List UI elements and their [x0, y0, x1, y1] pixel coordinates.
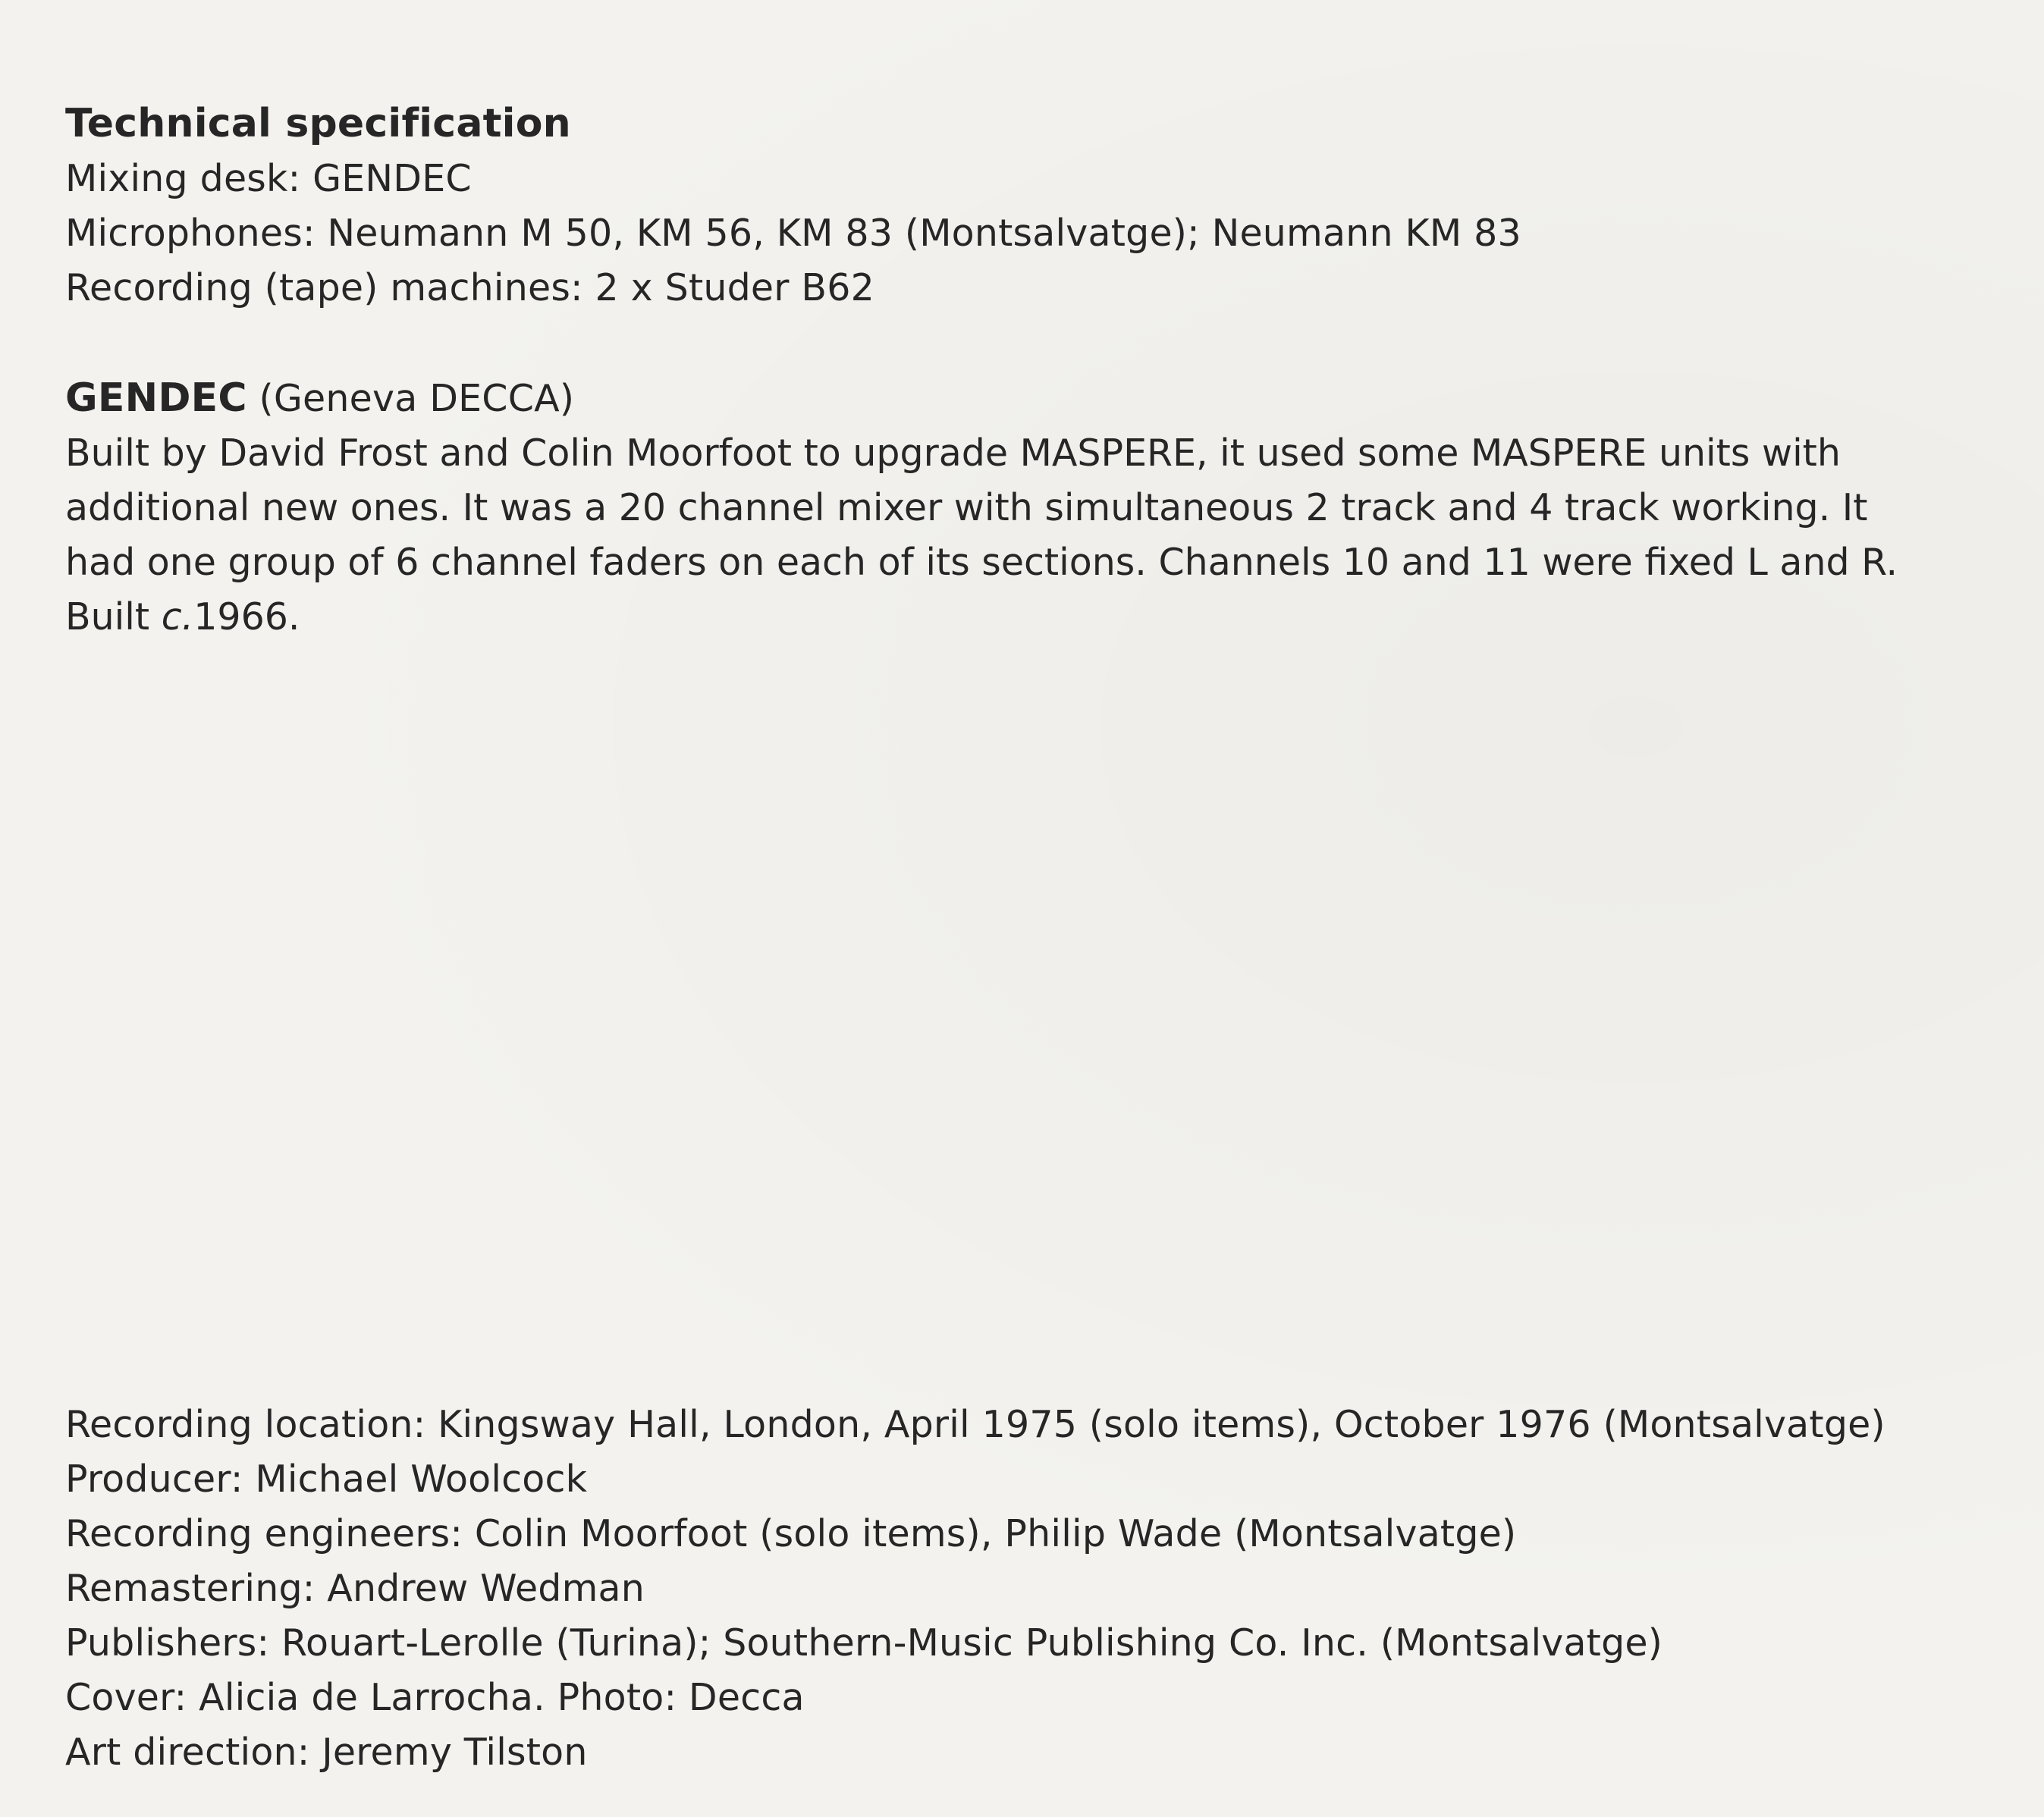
- microphones-line: Microphones: Neumann M 50, KM 56, KM 83 (Montsalvatge); Neumann KM 83: [65, 212, 1521, 255]
- gendec-description: [65, 426, 1992, 645]
- mixing-desk-line: Mixing desk: GENDEC: [65, 157, 472, 200]
- gendec-description-line: had one group of 6 channel faders on each of its sections. Channels 10 and 11 were fixed L and R.: [65, 541, 1898, 584]
- gendec-section: [65, 370, 1992, 645]
- built-circa: c.: [161, 595, 194, 639]
- built-year: 1966.: [193, 595, 300, 639]
- remastering-line: Remastering: Andrew Wedman: [65, 1567, 645, 1610]
- gendec-heading: GENDEC: [65, 375, 247, 421]
- cover-line: Cover: Alicia de Larrocha. Photo: Decca: [65, 1676, 805, 1719]
- gendec-description-line: Built by David Frost and Colin Moorfoot to upgrade MASPERE, it used some MASPERE units with: [65, 431, 1841, 475]
- technical-specification-section: [65, 96, 1992, 315]
- tape-machines-line: Recording (tape) machines: 2 x Studer B62: [65, 266, 874, 309]
- recording-engineers-line: Recording engineers: Colin Moorfoot (solo items), Philip Wade (Montsalvatge): [65, 1512, 1517, 1555]
- gendec-built-line: [65, 590, 1992, 645]
- technical-specification-heading: Technical specification: [65, 101, 571, 146]
- art-direction-line: Art direction: Jeremy Tilston: [65, 1731, 588, 1774]
- publishers-line: Publishers: Rouart-Lerolle (Turina); Southern-Music Publishing Co. Inc. (Montsalvatge): [65, 1621, 1663, 1665]
- gendec-heading-row: [65, 370, 1992, 426]
- producer-line: Producer: Michael Woolcock: [65, 1458, 588, 1501]
- built-prefix: Built: [65, 595, 162, 639]
- credits-section: [65, 1398, 1992, 1780]
- recording-location-line: Recording location: Kingsway Hall, London, April 1975 (solo items), October 1976 (Montsalvatge): [65, 1403, 1885, 1446]
- gendec-heading-suffix: (Geneva DECCA): [246, 377, 575, 420]
- gendec-description-line: additional new ones. It was a 20 channel mixer with simultaneous 2 track and 4 track working. It: [65, 486, 1868, 529]
